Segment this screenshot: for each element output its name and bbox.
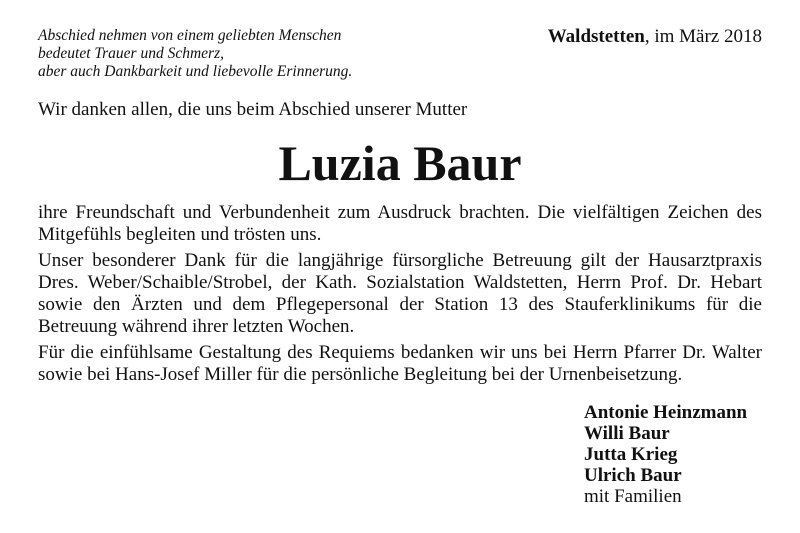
paragraph: Unser besonderer Dank für die langjährige fürsorgliche Betreuung gilt der Hausarztpraxis Dres. Weber/Schaible/Strobel, der Kath. Sozialstation Waldstetten, Herrn Prof. Dr. Hebart sowie den Ärzten und dem Pflegepersonal der Station 13 des Stauferklinikums für die Betreuung während ihrer letzten Wochen. bbox=[38, 250, 762, 337]
signature-name: Ulrich Baur bbox=[584, 465, 682, 486]
quote-line: aber auch Dankbarkeit und liebevolle Erinnerung. bbox=[38, 63, 353, 80]
deceased-name: Luzia Baur bbox=[278, 135, 522, 191]
place: Waldstetten bbox=[547, 26, 645, 47]
signature-name: Willi Baur bbox=[584, 423, 670, 444]
memorial-quote bbox=[38, 27, 458, 81]
signature-name: Jutta Krieg bbox=[584, 444, 678, 465]
paragraph: Für die einfühlsame Gestaltung des Requiems bedanken wir uns bei Herrn Pfarrer Dr. Walter sowie bei Hans-Josef Miller für die persönliche Begleitung bei der Urnenbeisetzung. bbox=[38, 342, 762, 385]
signature-block bbox=[584, 402, 747, 507]
signature-closing: mit Familien bbox=[584, 486, 682, 507]
intro-text: Wir danken allen, die uns beim Abschied unserer Mutter bbox=[38, 99, 468, 120]
place-date bbox=[548, 25, 762, 49]
thanks-body bbox=[38, 202, 762, 390]
paragraph: ihre Freundschaft und Verbundenheit zum Ausdruck brachten. Die vielfältigen Zeichen des Mitgefühls begleiten und trösten uns. bbox=[38, 202, 762, 245]
quote-line: Abschied nehmen von einem geliebten Menschen bbox=[38, 27, 342, 44]
date: , im März 2018 bbox=[644, 26, 762, 47]
signature-name: Antonie Heinzmann bbox=[584, 402, 748, 423]
quote-line: bedeutet Trauer und Schmerz, bbox=[38, 45, 224, 62]
